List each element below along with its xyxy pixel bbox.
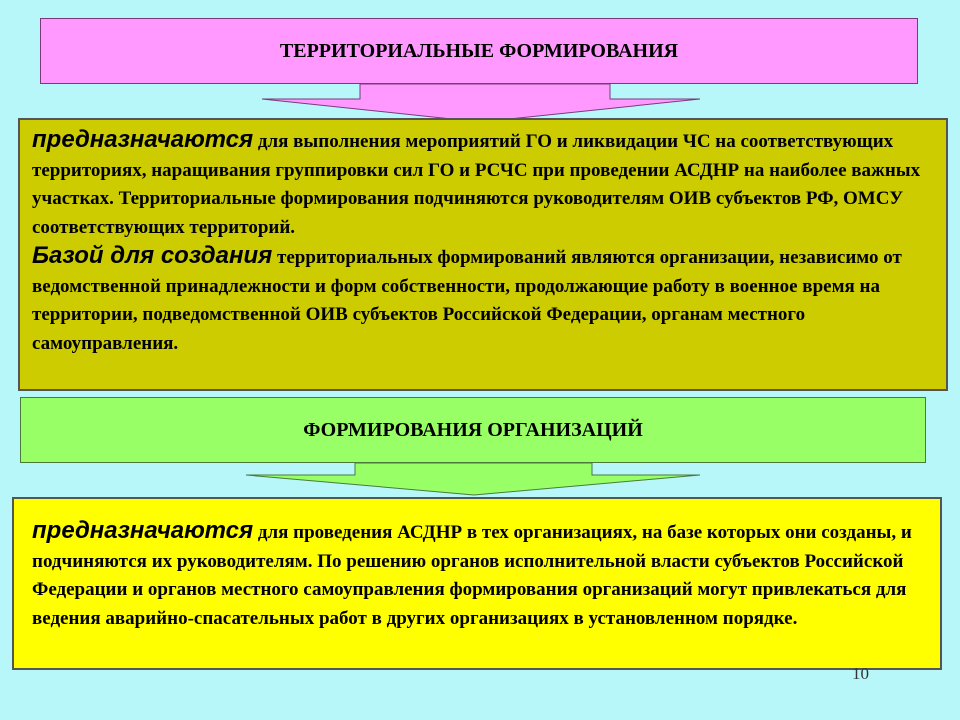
organization-formations-title-box: [20, 397, 926, 463]
pink-arrow-shape: [262, 84, 700, 122]
territorial-description-box: [18, 118, 948, 391]
organization-purpose-paragraph: [32, 517, 924, 633]
organization-formations-title: ФОРМИРОВАНИЯ ОРГАНИЗАЦИЙ: [303, 418, 643, 441]
territorial-purpose-lead: предназначаются: [32, 126, 254, 153]
organization-description-box: [12, 497, 942, 670]
territorial-purpose-paragraph: [32, 126, 934, 242]
territorial-purpose-text: для выполнения мероприятий ГО и ликвидации ЧС на соответствующих территориях, наращивания группировки сил ГО и РСЧС при проведении АСДНР на наиболее важных участках. Территориальные формирования подчиняются руководителям ОИВ субъектов РФ, ОМСУ соответствующих территорий.: [32, 131, 921, 238]
territorial-formations-title-box: [40, 18, 918, 84]
green-arrow-shape: [246, 463, 700, 495]
page-number: 10: [852, 664, 869, 683]
territorial-basis-lead: Базой для создания: [32, 242, 273, 269]
organization-purpose-lead: предназначаются: [32, 517, 254, 544]
territorial-basis-text: территориальных формирований являются организации, независимо от ведомственной принадлежности и форм собственности, продолжающие работу в военное время на территории, подведомственной ОИВ субъектов Российской Федерации, органам местного самоуправления.: [32, 247, 902, 354]
organization-purpose-text: для проведения АСДНР в тех организациях, на базе которых они созданы, и подчиняются их руководителям. По решению органов исполнительной власти субъектов Российской Федерации и органов местного самоуправления формирования организаций могут привлекаться для ведения аварийно-спасательных работ в других организациях в установленном порядке.: [32, 522, 912, 629]
territorial-basis-paragraph: [32, 242, 934, 358]
territorial-formations-title: ТЕРРИТОРИАЛЬНЫЕ ФОРМИРОВАНИЯ: [279, 39, 679, 62]
